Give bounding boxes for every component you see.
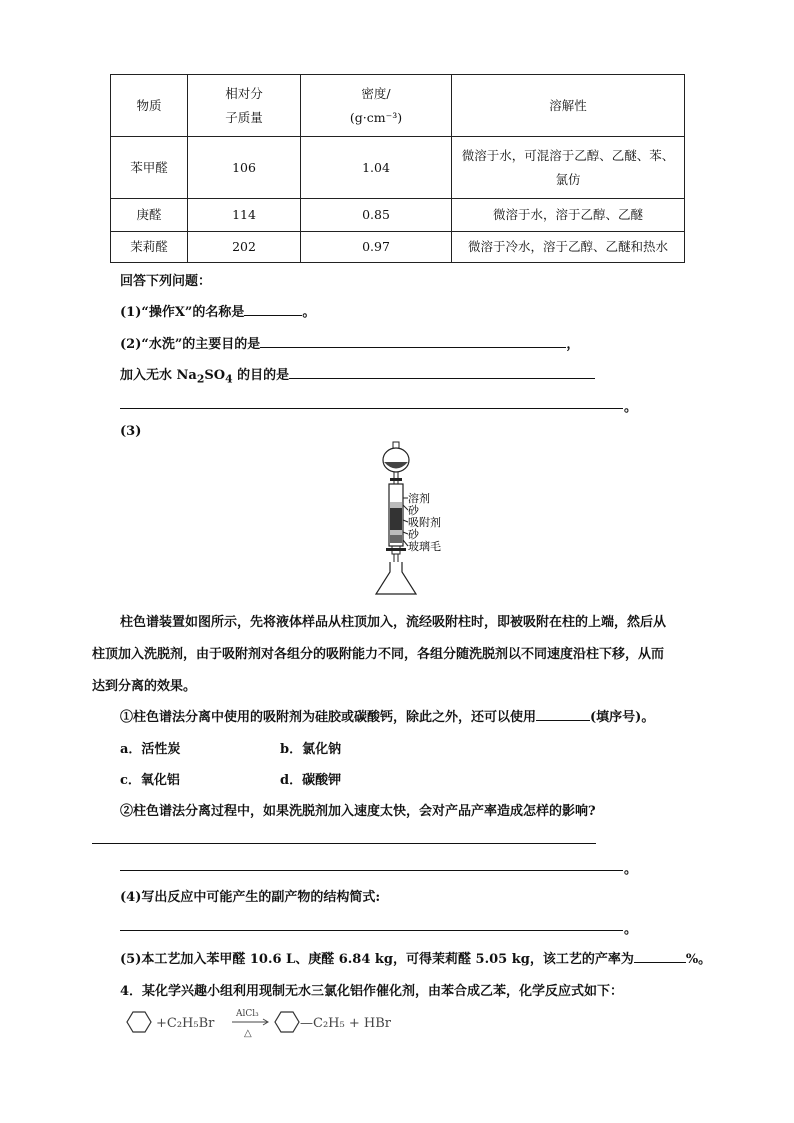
header-solubility: 溶解性 xyxy=(452,75,685,137)
cell-solubility-line1: 微溶于水，可混溶于乙醇、乙醚、苯、 xyxy=(461,147,675,163)
table-header-row xyxy=(111,75,685,137)
label-solvent: 溶剂 xyxy=(408,492,430,505)
paragraph-line-3: 达到分离的效果。 xyxy=(92,679,197,694)
reaction-equation xyxy=(118,1004,428,1040)
cell-density: 0.97 xyxy=(301,232,452,263)
header-density xyxy=(301,75,452,137)
question-2 xyxy=(120,333,579,352)
question-2b xyxy=(120,364,595,386)
question-1 xyxy=(120,301,315,320)
q2b-sub1: 2 xyxy=(196,372,205,386)
catalyst-text: AlCl₃ xyxy=(236,1009,259,1019)
cell-mass: 202 xyxy=(188,232,301,263)
question-2-end: ， xyxy=(566,337,580,352)
cell-mass: 106 xyxy=(188,137,301,199)
option-a[interactable]: a．活性炭 xyxy=(120,742,181,757)
q2b-sub2: 4 xyxy=(225,372,233,386)
question-1-text: (1)“操作X”的名称是 xyxy=(120,305,245,320)
question-4: (4)写出反应中可能产生的副产物的结构简式: xyxy=(120,890,381,905)
option-d[interactable]: d．碳酸钾 xyxy=(280,773,342,788)
reagent-text: +C₂H₅Br xyxy=(156,1016,215,1031)
cell-mass: 114 xyxy=(188,199,301,232)
cell-name: 茉莉醛 xyxy=(111,232,188,263)
question-2-text: (2)“水洗”的主要目的是 xyxy=(120,337,261,352)
label-sand-top: 砂 xyxy=(408,504,419,517)
benzene-ring-product-icon xyxy=(275,1012,299,1032)
properties-table xyxy=(110,74,685,263)
table-row xyxy=(111,137,685,199)
cell-solubility xyxy=(452,137,685,199)
question-4-end: 。 xyxy=(624,922,638,937)
product-text: —C₂H₅ + HBr xyxy=(300,1016,391,1031)
q2c-end: 。 xyxy=(624,400,638,415)
sub-question-1-end: (填序号)。 xyxy=(590,710,655,725)
answer-line-sub2b[interactable] xyxy=(120,870,623,871)
header-molar-mass-line2: 子质量 xyxy=(225,109,263,125)
paragraph-line-2: 柱顶加入洗脱剂，由于吸附剂对各组分的吸附能力不同，各组分随洗脱剂以不同速度沿柱下移，从而 xyxy=(92,647,665,662)
cell-solubility: 微溶于冷水，溶于乙醇、乙醚和热水 xyxy=(452,232,685,263)
option-b[interactable]: b．氯化钠 xyxy=(280,742,342,757)
answer-line-2c[interactable] xyxy=(120,408,623,409)
option-c[interactable]: c．氧化铝 xyxy=(120,773,180,788)
question-5-text: (5)本工艺加入苯甲醛 10.6 L、庚醛 6.84 kg，可得茉莉醛 5.05 kg，该工艺的产率为 xyxy=(120,952,634,967)
answer-line-4[interactable] xyxy=(120,930,623,931)
header-molar-mass xyxy=(188,75,301,137)
cell-density: 0.85 xyxy=(301,199,452,232)
condition-text: △ xyxy=(244,1028,252,1039)
answer-blank-2[interactable] xyxy=(260,333,566,348)
q2b-mid: SO xyxy=(204,368,226,383)
chromatography-column-diagram xyxy=(370,440,480,600)
sub-question-2: ②柱色谱法分离过程中，如果洗脱剂加入速度太快，会对产品产率造成怎样的影响? xyxy=(120,804,596,819)
header-molar-mass-line1: 相对分 xyxy=(225,85,263,101)
table-row xyxy=(111,232,685,263)
question-5-end: %。 xyxy=(685,952,712,967)
question-1-end: 。 xyxy=(302,305,316,320)
benzene-ring-icon xyxy=(127,1012,151,1032)
header-substance: 物质 xyxy=(111,75,188,137)
cell-solubility-line2: 氯仿 xyxy=(555,171,581,187)
sub-question-1-text: ①柱色谱法分离中使用的吸附剂为硅胶或碳酸钙，除此之外，还可以使用 xyxy=(120,710,537,725)
cell-density: 1.04 xyxy=(301,137,452,199)
cell-name: 庚醛 xyxy=(111,199,188,232)
answer-blank-1[interactable] xyxy=(244,301,302,316)
header-density-line1: 密度/ xyxy=(361,85,391,101)
cell-solubility: 微溶于水，溶于乙醇、乙醚 xyxy=(452,199,685,232)
label-adsorbent: 吸附剂 xyxy=(408,516,441,529)
q2b-pre: 加入无水 Na xyxy=(120,368,197,383)
paragraph-line-1: 柱色谱装置如图所示，先将液体样品从柱顶加入，流经吸附柱时，即被吸附在柱的上端，然后从 xyxy=(120,615,667,630)
answer-blank-5[interactable] xyxy=(634,948,686,963)
label-sand-bottom: 砂 xyxy=(408,528,419,541)
problem-4: 4．某化学兴趣小组利用现制无水三氯化铝作催化剂，由苯合成乙苯，化学反应式如下： xyxy=(120,984,624,999)
sub-question-1 xyxy=(120,706,654,725)
label-glass-wool: 玻璃毛 xyxy=(408,540,441,553)
question-3: (3) xyxy=(120,424,142,439)
answer-line-sub2a[interactable] xyxy=(92,843,596,844)
q2b-post: 的目的是 xyxy=(232,368,290,383)
sub-question-2-end: 。 xyxy=(624,862,638,877)
answer-intro: 回答下列问题： xyxy=(120,274,212,289)
answer-blank-2b[interactable] xyxy=(289,364,595,379)
cell-name: 苯甲醛 xyxy=(111,137,188,199)
answer-blank-sub1[interactable] xyxy=(536,706,590,721)
header-density-line2: (g·cm⁻³) xyxy=(349,109,403,125)
question-5 xyxy=(120,948,711,967)
table-row xyxy=(111,199,685,232)
